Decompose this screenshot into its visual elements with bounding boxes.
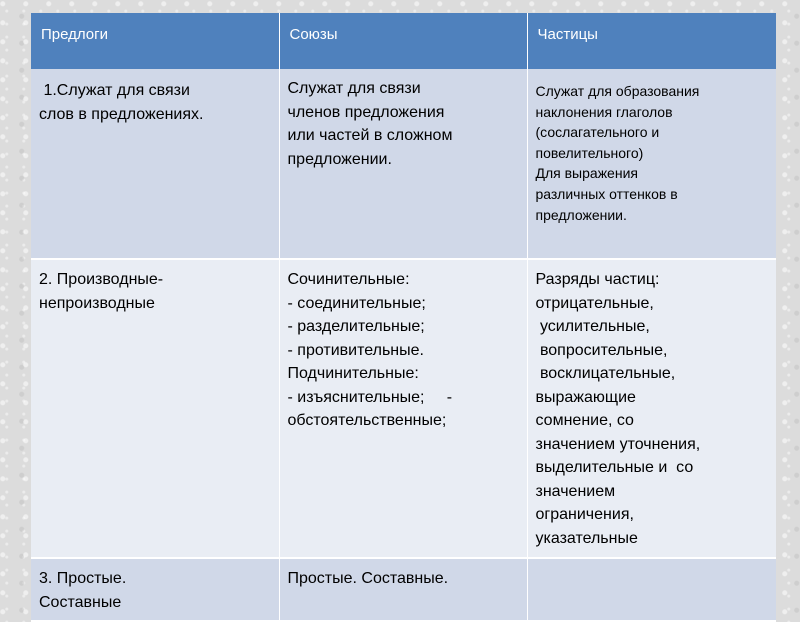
header-particles: Частицы xyxy=(527,13,776,69)
comparison-table-container xyxy=(31,13,776,613)
cell-line: предложении. xyxy=(287,150,392,168)
cell-line: значением уточнения, xyxy=(535,435,701,453)
cell-line: Простые. Составные. xyxy=(287,570,449,587)
cell-line: 1.Служат для связи xyxy=(39,82,190,99)
table-row xyxy=(31,259,776,558)
cell-line: непроизводные xyxy=(39,294,155,312)
cell-line: - противительные. xyxy=(287,341,424,359)
cell-line: 2. Производные- xyxy=(39,271,164,288)
table-header-row xyxy=(31,13,776,69)
cell-line: Составные xyxy=(39,593,122,611)
cell-line: отрицательные, xyxy=(535,294,654,312)
cell-line: или частей в сложном xyxy=(287,127,453,144)
cell-prepositions-function xyxy=(31,69,279,259)
cell-line: Служат для связи xyxy=(287,80,421,97)
table-row xyxy=(31,558,776,621)
cell-conjunctions-types xyxy=(279,259,527,558)
cell-line: наклонения глаголов xyxy=(535,103,673,120)
cell-line: Подчинительные: xyxy=(287,365,419,382)
cell-prepositions-structure xyxy=(31,558,279,621)
cell-particles-structure xyxy=(527,558,776,621)
cell-line: предложении. xyxy=(535,206,627,223)
cell-conjunctions-function xyxy=(279,69,527,259)
cell-line: слов в предложениях. xyxy=(39,105,204,123)
cell-line: восклицательные, xyxy=(535,365,676,382)
cell-line: вопросительные, xyxy=(535,341,668,359)
cell-particles-types xyxy=(527,259,776,558)
cell-line: выделительные и со xyxy=(535,459,694,476)
cell-line: - соединительные; xyxy=(287,294,426,312)
cell-line: Сочинительные: xyxy=(287,271,410,288)
header-conjunctions: Союзы xyxy=(279,13,527,69)
cell-line: 3. Простые. xyxy=(39,570,127,587)
cell-particles-function xyxy=(527,69,776,259)
header-prepositions: Предлоги xyxy=(31,13,279,69)
parts-of-speech-table xyxy=(31,13,776,622)
cell-line: выражающие xyxy=(535,388,636,406)
cell-line: сомнение, со xyxy=(535,412,634,429)
cell-conjunctions-structure xyxy=(279,558,527,621)
cell-line: указательные xyxy=(535,529,638,547)
cell-line: - изъяснительные; - xyxy=(287,388,453,406)
cell-line: обстоятельственные; xyxy=(287,412,447,429)
cell-line: усилительные, xyxy=(535,318,650,335)
cell-line: ограничения, xyxy=(535,506,634,523)
cell-prepositions-types xyxy=(31,259,279,558)
cell-line: повелительного) xyxy=(535,144,644,161)
cell-line: значением xyxy=(535,482,616,500)
cell-line: Служат для образования xyxy=(535,83,700,99)
table-row xyxy=(31,69,776,259)
cell-line: членов предложения xyxy=(287,103,445,121)
cell-line: (сослагательного и xyxy=(535,124,660,141)
cell-line: различных оттенков в xyxy=(535,185,678,202)
cell-line: Разряды частиц: xyxy=(535,271,660,288)
cell-line: Для выражения xyxy=(535,165,638,182)
cell-line: - разделительные; xyxy=(287,318,425,335)
